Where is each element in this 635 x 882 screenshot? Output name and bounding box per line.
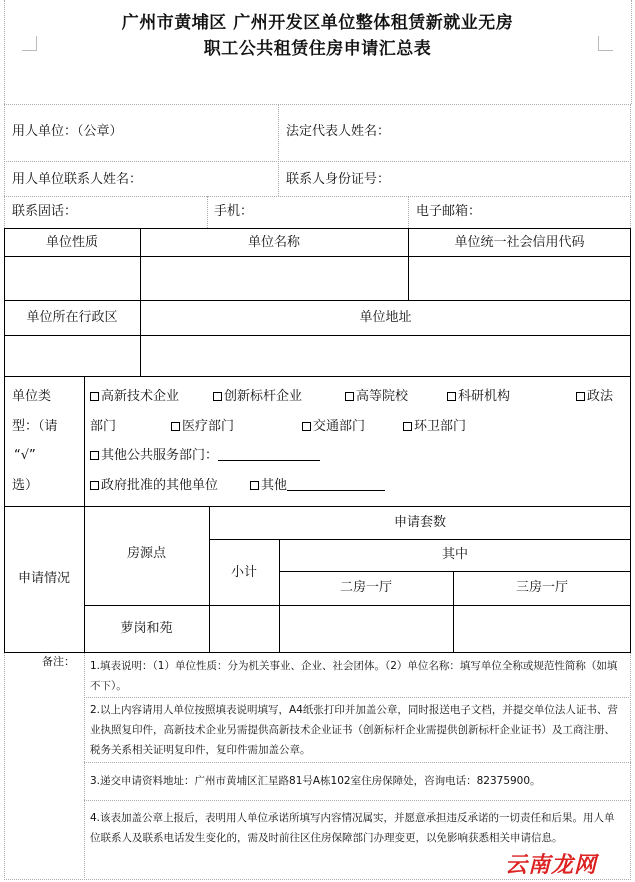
option-high-tech[interactable]	[90, 389, 179, 405]
option-other[interactable]	[250, 478, 385, 494]
checkbox-icon[interactable]	[90, 481, 99, 490]
row-line	[4, 300, 631, 301]
header-unit-nature: 单位性质	[45, 235, 98, 250]
header-credit-code: 单位统一社会信用代码	[454, 235, 585, 250]
option-transport[interactable]	[302, 419, 365, 435]
option-innovation[interactable]	[213, 389, 302, 405]
application-label: 申请情况	[17, 571, 70, 586]
row-divider	[4, 196, 631, 197]
option-label: 科研机构	[458, 389, 511, 404]
option-label: 政法	[587, 389, 614, 404]
option-sanitation[interactable]	[403, 419, 466, 435]
landline-label: 联系固话：	[12, 204, 78, 219]
header-unit-address: 单位地址	[359, 310, 412, 325]
row-divider	[4, 161, 631, 162]
form-title-line2: 职工公共租赁住房申请汇总表	[203, 39, 432, 59]
project-name: 萝岗和苑	[120, 621, 173, 636]
watermark-logo: 云南龙网	[505, 853, 598, 878]
row-line	[209, 539, 631, 540]
sets-label: 申请套数	[393, 515, 446, 530]
option-label: 高新技术企业	[101, 389, 180, 404]
mobile-label: 手机：	[214, 204, 254, 219]
col-divider	[207, 196, 208, 228]
option-label: 交通部门	[313, 419, 366, 434]
blank-line[interactable]	[218, 448, 320, 461]
source-label: 房源点	[126, 546, 166, 561]
col-divider	[278, 104, 279, 196]
subtotal-label: 小计	[230, 565, 257, 580]
option-label: 医疗部门	[182, 419, 235, 434]
option-law-cont: 部门	[90, 419, 117, 434]
two-room-label: 二房一厅	[339, 580, 392, 595]
option-research[interactable]	[447, 389, 510, 405]
checkbox-icon[interactable]	[576, 392, 585, 401]
email-label: 电子邮箱：	[416, 204, 482, 219]
unit-type-label-1: 单位类	[12, 389, 52, 404]
unit-type-label-3: “√”	[14, 448, 36, 463]
unit-type-label-2: 型：（请	[12, 419, 58, 434]
row-line	[4, 376, 631, 377]
checkbox-icon[interactable]	[171, 422, 180, 431]
left-guide	[4, 0, 5, 104]
option-other-public[interactable]	[90, 448, 320, 464]
right-guide	[631, 0, 632, 104]
unit-type-label-4: 选）	[12, 478, 39, 493]
notes-row-line	[84, 762, 631, 763]
col-line	[84, 376, 85, 653]
option-medical[interactable]	[171, 419, 234, 435]
form-title-line1: 广州市黄埔区 广州开发区单位整体租赁新就业无房	[121, 13, 514, 33]
option-label: 创新标杆企业	[224, 389, 303, 404]
option-gov-approved[interactable]	[90, 478, 218, 494]
checkbox-icon[interactable]	[302, 422, 311, 431]
notes-row-line	[84, 697, 631, 698]
notes-divider	[84, 653, 85, 880]
option-label: 环卫部门	[414, 419, 467, 434]
notes-label: 备注：	[42, 655, 75, 668]
checkbox-icon[interactable]	[250, 481, 259, 490]
among-label: 其中	[441, 547, 468, 562]
checkbox-icon[interactable]	[403, 422, 412, 431]
option-label: 高等院校	[356, 389, 409, 404]
option-law[interactable]	[576, 389, 613, 405]
row-line	[4, 506, 631, 507]
header-unit-name: 单位名称	[247, 235, 300, 250]
header-district: 单位所在行政区	[26, 310, 118, 325]
contact-name-label: 用人单位联系人姓名：	[12, 172, 143, 187]
contact-id-label: 联系人身份证号：	[286, 172, 391, 187]
row-line	[84, 605, 631, 606]
blank-line[interactable]	[287, 478, 385, 491]
checkbox-icon[interactable]	[345, 392, 354, 401]
note-2: 2.以上内容请用人单位按照填表说明填写，A4纸张打印并加盖公章，同时报送电子文档，并提交单位法人证书、营业执照复印件，高新技术企业另需提供高新技术企业证书（创新标杆企业需提供创新标杆企业证书）及工商注册、税务关系相关证明复印件，复印件需加盖公章。	[90, 704, 618, 756]
legal-rep-label: 法定代表人姓名：	[286, 124, 391, 139]
employer-label: 用人单位：（公章）	[12, 124, 123, 139]
note-1: 1.填表说明：（1）单位性质：分为机关事业、企业、社会团体。（2）单位名称：填写单位全称或规范性简称（如填不下）。	[90, 660, 618, 692]
row-line	[279, 571, 631, 572]
checkbox-icon[interactable]	[90, 392, 99, 401]
note-3: 3.递交申请资料地址：广州市黄埔区汇星路81号A栋102室住房保障处，咨询电话：82375900。	[90, 775, 541, 787]
option-label: 其他	[261, 478, 288, 493]
three-room-label: 三房一厅	[515, 580, 568, 595]
option-label: 政府批准的其他单位	[101, 478, 219, 493]
checkbox-icon[interactable]	[447, 392, 456, 401]
row-line	[4, 335, 631, 336]
checkbox-icon[interactable]	[213, 392, 222, 401]
crop-mark-left	[22, 36, 37, 51]
crop-mark-right	[598, 36, 613, 51]
col-divider	[408, 196, 409, 228]
checkbox-icon[interactable]	[90, 451, 99, 460]
option-label: 其他公共服务部门：	[101, 448, 219, 463]
note-4: 4.该表加盖公章上报后，表明用人单位承诺所填写内容情况属实，并愿意承担违反承诺的一切责任和后果。用人单位联系人及联系电话发生变化的，需及时前往区住房保障部门办理变更，以免影响获悉相关申请信息。	[90, 812, 615, 844]
notes-row-line	[84, 800, 631, 801]
row-line	[4, 256, 631, 257]
option-university[interactable]	[345, 389, 408, 405]
